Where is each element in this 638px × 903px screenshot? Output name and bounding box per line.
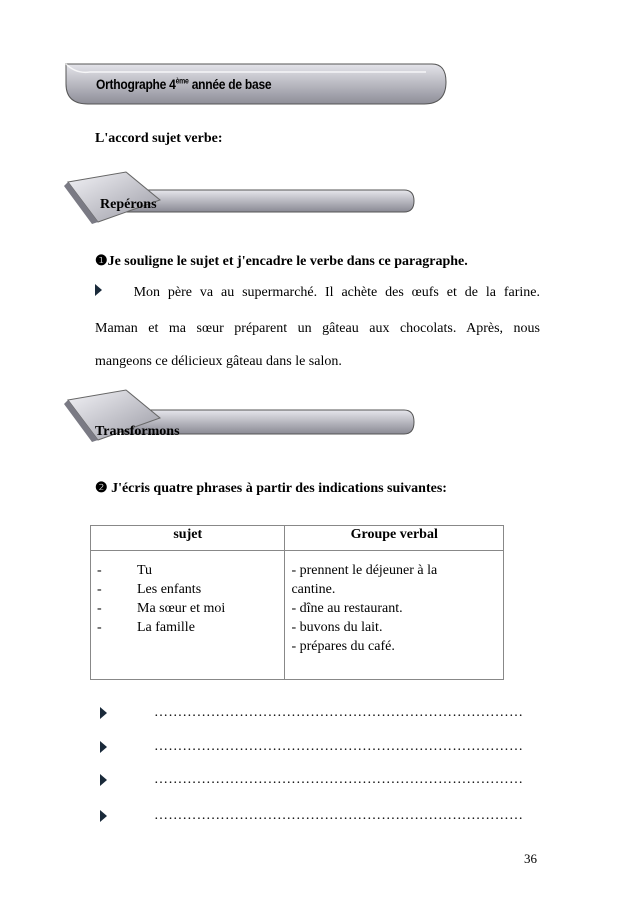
arrow-bullet-icon — [100, 741, 107, 753]
verb-item: - prennent le déjeuner à la — [291, 563, 438, 578]
lesson-subtitle: L'accord sujet verbe: — [95, 131, 223, 146]
number-one-icon: ❶ — [95, 254, 108, 269]
subject-verb-table — [90, 525, 504, 680]
answer-line[interactable]: …………………………………………………………………… — [100, 705, 523, 721]
instruction-1: ❶Je souligne le sujet et j'encadre le verbe dans ce paragraphe. — [95, 254, 468, 269]
verb-item: - buvons du lait. — [291, 620, 383, 635]
subject-item: - Tu — [97, 563, 153, 578]
header-sujet: sujet — [91, 526, 285, 551]
page-title: Orthographe 4ème année de base — [96, 76, 272, 92]
answer-line[interactable]: …………………………………………………………………… — [100, 772, 523, 788]
section-banner-reperons — [64, 168, 416, 224]
verb-item: - dîne au restaurant. — [291, 601, 403, 616]
paragraph-line-1: Mon père va au supermarché. Il achète des œufs et de la farine. — [95, 284, 540, 301]
table-header-row — [91, 526, 504, 551]
paragraph-line-3: mangeons ce délicieux gâteau dans le salon. — [95, 354, 342, 369]
subject-item: - Les enfants — [97, 582, 202, 597]
answer-line[interactable]: …………………………………………………………………… — [100, 739, 523, 755]
arrow-bullet-icon — [95, 284, 102, 296]
section-title-reperons: Repérons — [100, 197, 157, 212]
subject-item: - La famille — [97, 620, 195, 635]
section-title-transformons: Transformons — [95, 424, 180, 439]
subject-item: - Ma sœur et moi — [97, 601, 226, 616]
answer-line[interactable]: …………………………………………………………………… — [100, 808, 523, 824]
page-number: 36 — [524, 851, 537, 866]
subjects-cell — [91, 551, 285, 680]
arrow-bullet-icon — [100, 707, 107, 719]
arrow-bullet-icon — [100, 810, 107, 822]
verb-item: - prépares du café. — [291, 639, 395, 654]
header-groupe-verbal: Groupe verbal — [285, 526, 504, 551]
instruction-2: ❷ J'écris quatre phrases à partir des indications suivantes: — [95, 481, 447, 496]
verb-item: cantine. — [291, 582, 336, 597]
paragraph-line-2: Maman et ma sœur préparent un gâteau aux chocolats. Après, nous — [95, 321, 540, 336]
number-two-icon: ❷ — [95, 481, 108, 496]
arrow-bullet-icon — [100, 774, 107, 786]
table-row — [91, 551, 504, 680]
verbs-cell — [285, 551, 504, 680]
